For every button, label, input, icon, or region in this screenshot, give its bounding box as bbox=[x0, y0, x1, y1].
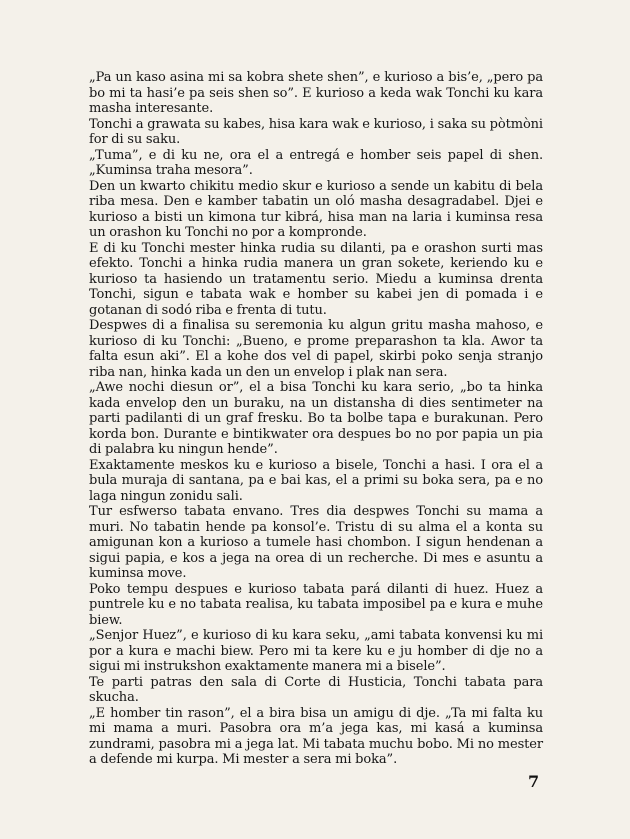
paragraph-1: „Pa un kaso asina mi sa kobra shete shen”, e kurioso a bis’e, „pero pa bo mi ta hasi’e pa seis shen so”. E kurioso a keda wak Tonchi ku kara masha interesante. bbox=[89, 70, 543, 116]
paragraph-13: „E homber tin rason”, el a bira bisa un amigu di dje. „Ta mi falta ku mi mama a muri. Pasobra ora m’a jega kas, mi kasá a kuminsa zundrami, pasobra mi a jega lat. Mi tabata muchu bobo. Mi no mester a defende mi kurpa. Mi mester a sera mi boka”. bbox=[89, 705, 543, 767]
paragraph-12: Te parti patras den sala di Corte di Husticia, Tonchi tabata para skucha. bbox=[89, 674, 543, 705]
paragraph-7: „Awe nochi diesun or”, el a bisa Tonchi ku kara serio, „bo ta hinka kada envelop den un buraku, na un distansha di dies sentimeter na parti padilanti di un graf fresku. Bo ta bolbe tapa e burakunan. Pero korda bon. Durante e bintikwater ora despues bo no por papia un pia di palabra ku ningun hende”. bbox=[89, 380, 543, 457]
paragraph-2: Tonchi a grawata su kabes, hisa kara wak e kurioso, i saka su pòtmòni for di su saku. bbox=[89, 116, 543, 147]
paragraph-10: Poko tempu despues e kurioso tabata pará dilanti di huez. Huez a puntrele ku e no tabata realisa, ku tabata imposibel pa e kura e muhe biew. bbox=[89, 581, 543, 628]
paragraph-6: Despwes di a finalisa su seremonia ku algun gritu masha mahoso, e kurioso di ku Tonchi: „Bueno, e prome preparashon ta kla. Awor ta falta esun aki”. El a kohe dos vel di papel, skirbi poko senja stranjo riba nan, hinka kada un den un envelop i plak nan sera. bbox=[89, 318, 543, 380]
paragraph-4: Den un kwarto chikitu medio skur e kurioso a sende un kabitu di bela riba mesa. Den e kamber tabatin un oló masha desagradabel. Djei e kurioso a bisti un kimona tur kibrá, hisa man na laria i kuminsa resa un orashon ku Tonchi no por a kompronde. bbox=[89, 178, 543, 240]
body-text bbox=[89, 70, 543, 768]
paragraph-9: Tur esfwerso tabata envano. Tres dia despwes Tonchi su mama a muri. No tabatin hende pa konsol’e. Tristu di su alma el a konta su amigunan kon a kurioso a tumele hasi chombon. I sigun hendenan a sigui papia, e kos a jega na orea di un recherche. Di mes e asuntu a kuminsa move. bbox=[89, 504, 543, 581]
paragraph-5: E di ku Tonchi mester hinka rudia su dilanti, pa e orashon surti mas efekto. Tonchi a hinka rudia manera un gran sokete, keriendo ku e kurioso ta hasiendo un tratamentu serio. Miedu a kuminsa drenta Tonchi, sigun e tabata wak e homber su kabei jen di pomada i e gotanan di sodó riba e frenta di tutu. bbox=[89, 240, 543, 318]
paragraph-8: Exaktamente meskos ku e kurioso a bisele, Tonchi a hasi. I ora el a bula muraja di santana, pa e bai kas, el a primi su boka sera, pa e no laga ningun zonidu sali. bbox=[89, 457, 543, 504]
page-number: 7 bbox=[528, 772, 540, 791]
paragraph-3: „Tuma”, e di ku ne, ora el a entregá e homber seis papel di shen. „Kuminsa traha mesora”. bbox=[89, 147, 543, 178]
paragraph-11: „Senjor Huez”, e kurioso di ku kara seku, „ami tabata konvensi ku mi por a kura e machi biew. Pero mi ta kere ku e ju homber di dje no a sigui mi instrukshon exaktamente manera mi a bisele”. bbox=[89, 628, 543, 674]
